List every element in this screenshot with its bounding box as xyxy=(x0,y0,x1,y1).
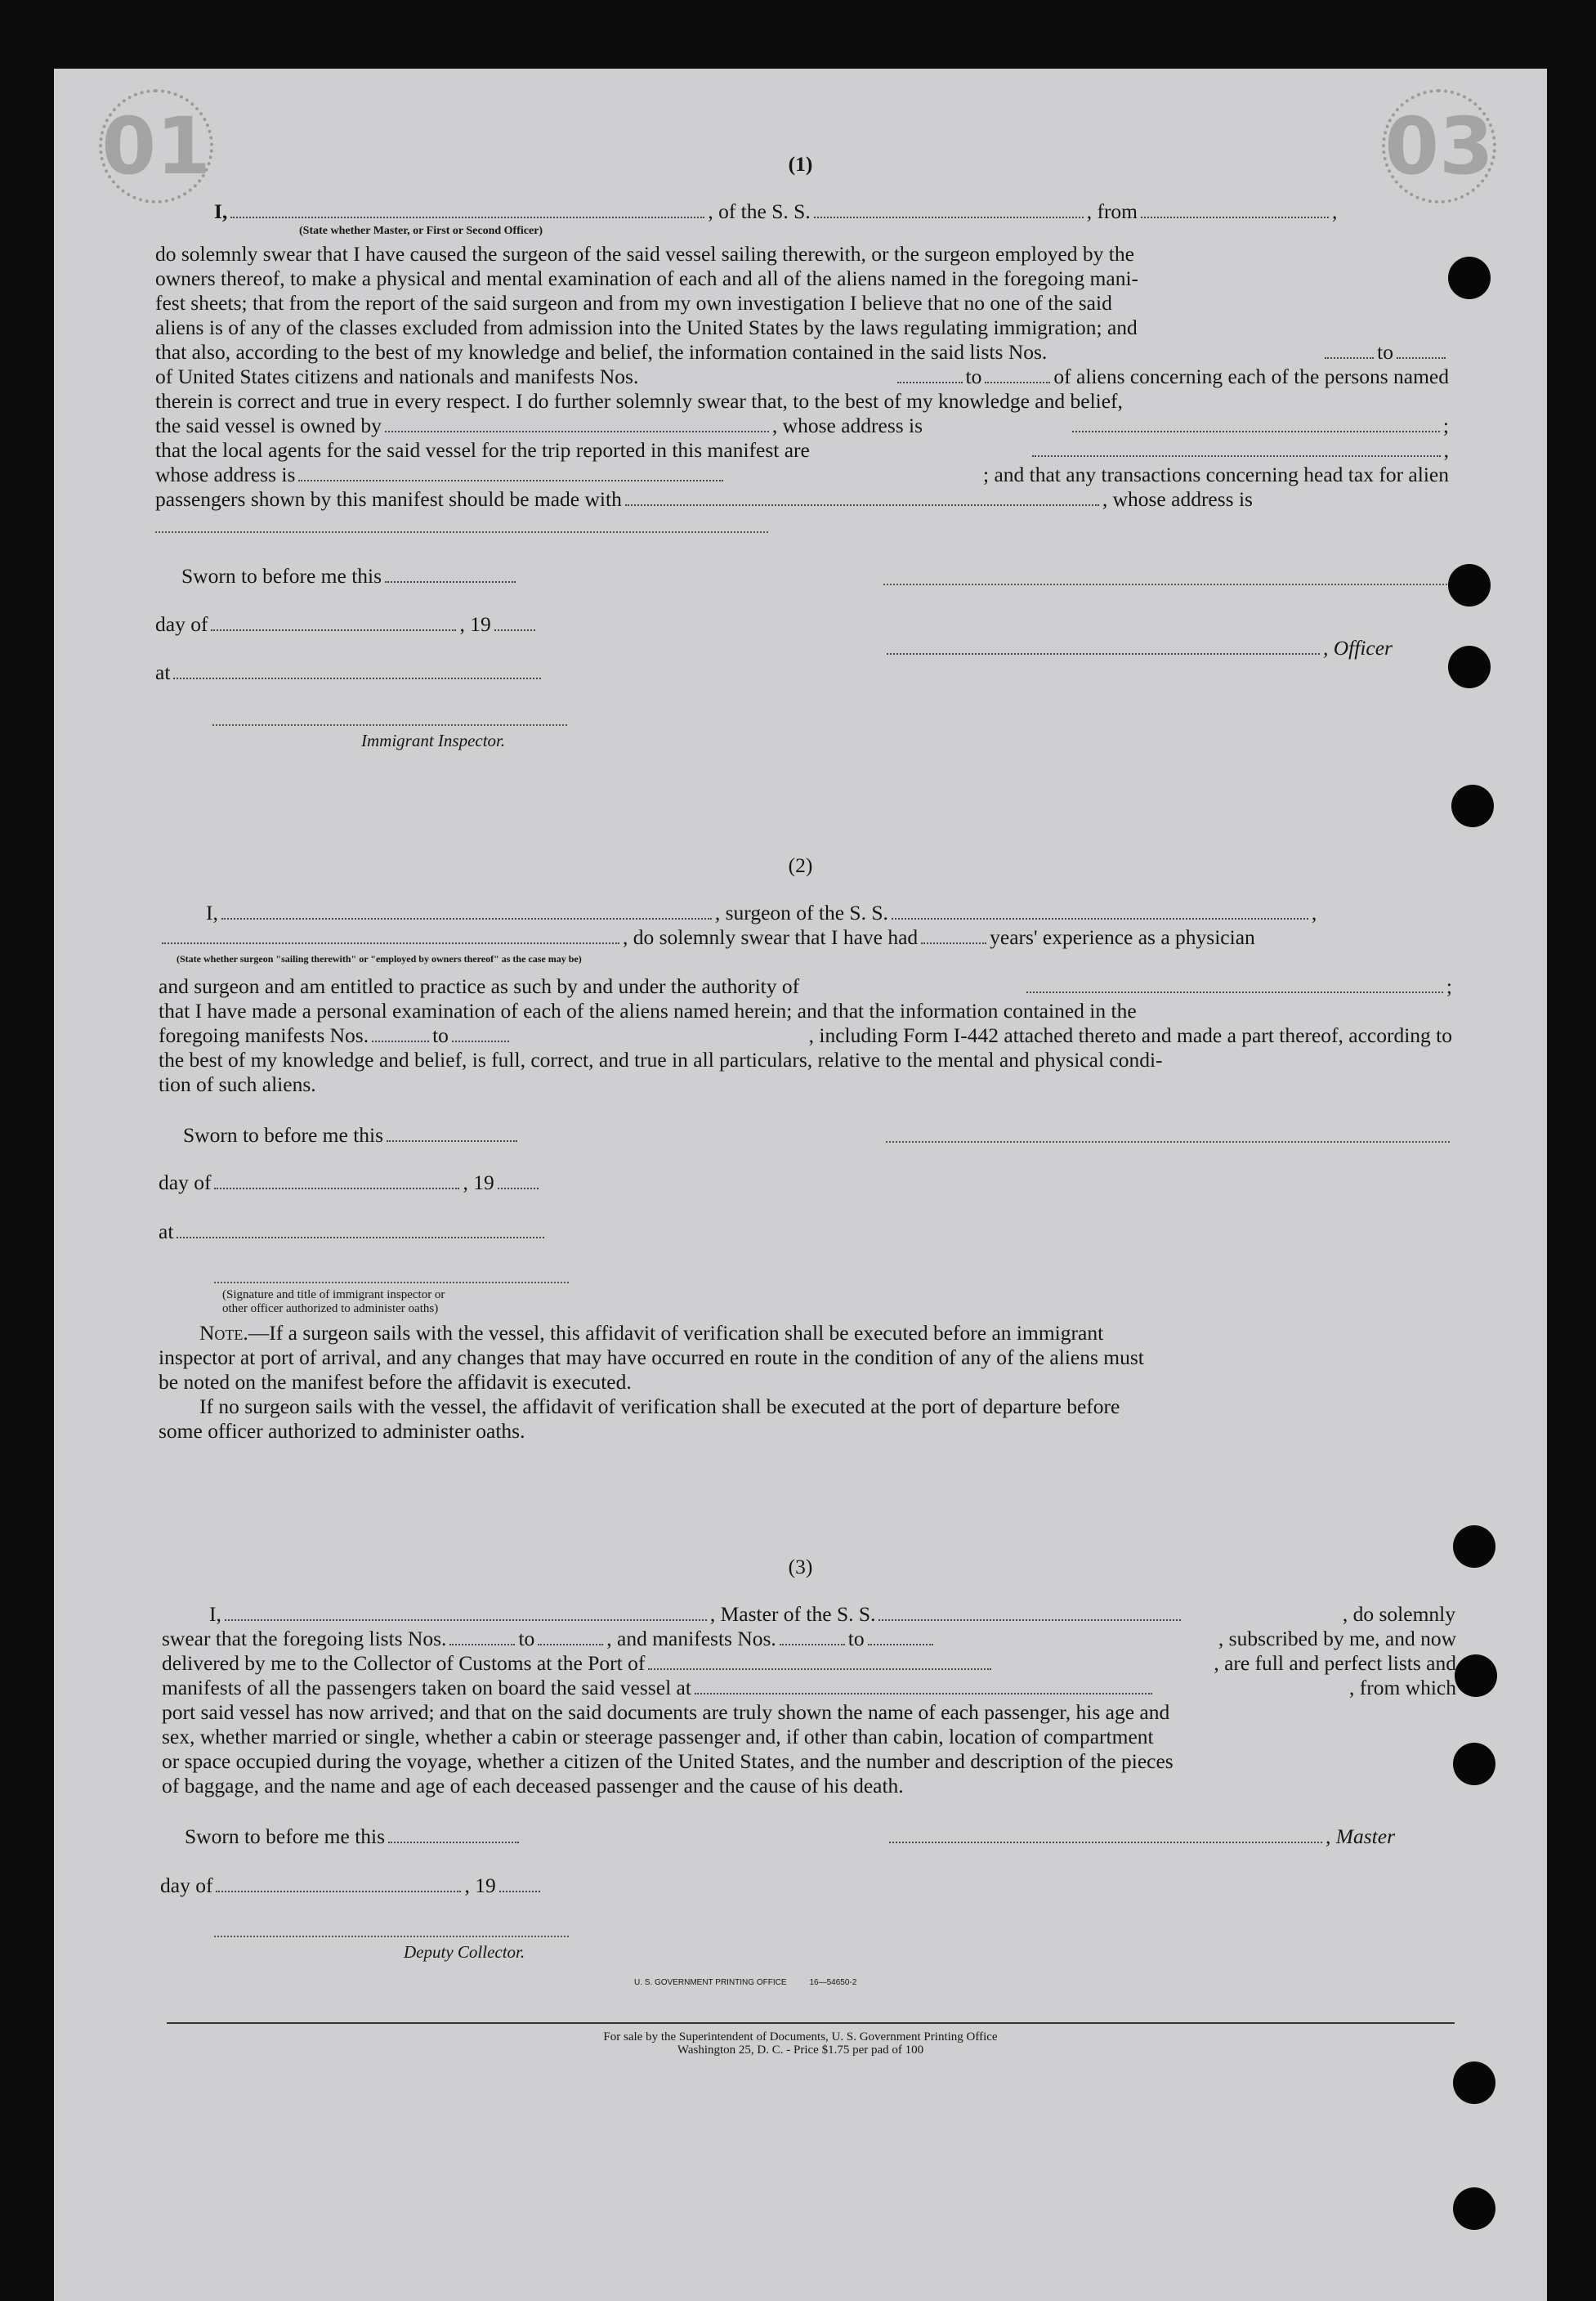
text-line: day of xyxy=(159,1171,212,1194)
section2-body xyxy=(159,974,1452,1097)
section1-l1-c: , from xyxy=(1086,199,1138,223)
text-line: fest sheets; that from the report of the said surgeon and from my own investigation I believe that no one of the said xyxy=(155,291,1112,315)
punch-hole xyxy=(1455,1654,1497,1697)
section1-l1-d: , xyxy=(1332,199,1338,223)
section1-l1-b: , of the S. S. xyxy=(708,199,811,223)
section2-p3 xyxy=(159,1023,1452,1048)
s2-inspector-signature-line[interactable] xyxy=(214,1282,569,1283)
section1-line1 xyxy=(214,199,1444,224)
section2-number: (2) xyxy=(788,853,813,877)
section3-p1 xyxy=(162,1627,1456,1651)
text-line: , 19 xyxy=(463,1171,494,1194)
manifests-to-field[interactable] xyxy=(985,381,1050,383)
section2-p2 xyxy=(159,999,1452,1023)
s2-sworn-day-field[interactable] xyxy=(387,1139,517,1142)
s2-year-field[interactable] xyxy=(498,1187,539,1189)
section1-sworn xyxy=(181,564,519,589)
note-line3 xyxy=(159,1370,1453,1394)
text-line: port said vessel has now arrived; and that on the said documents are truly shown the name of each passenger, his age and xyxy=(162,1700,1170,1724)
section2-at xyxy=(159,1220,548,1244)
officer-signature-line[interactable] xyxy=(883,584,1447,585)
text-line: , are full and perfect lists and xyxy=(1214,1651,1456,1675)
officer-name-field[interactable] xyxy=(230,216,704,218)
section3-collector: Deputy Collector. xyxy=(404,1942,525,1962)
footer-sale1: For sale by the Superintendent of Documents, U. S. Government Printing Office xyxy=(603,2030,998,2044)
text-line: , subscribed by me, and now xyxy=(1218,1627,1456,1650)
text-line: years' experience as a physician xyxy=(990,925,1255,949)
section2-line2 xyxy=(159,925,1447,950)
punch-hole xyxy=(1448,257,1491,299)
text-line: swear that the foregoing lists Nos. xyxy=(162,1627,447,1650)
section1-p4 xyxy=(155,316,1449,340)
note-line5 xyxy=(159,1419,1453,1444)
text-line: , including Form I-442 attached thereto and made a part thereof, according to xyxy=(808,1023,1452,1047)
text-line: at xyxy=(159,1220,174,1243)
text-line: sex, whether married or single, whether a cabin or steerage passenger and, if other than cabin, location of compartment xyxy=(162,1725,1154,1748)
section1-p3 xyxy=(155,291,1449,316)
officer-title-field[interactable] xyxy=(887,652,1320,655)
section1-officer-row xyxy=(883,636,1393,660)
headtax-field[interactable] xyxy=(625,504,1099,506)
section3-body xyxy=(162,1627,1456,1798)
headtax-address-line[interactable] xyxy=(155,531,768,533)
surgeon-status-field[interactable] xyxy=(162,942,619,944)
text-line: —If a surgeon sails with the vessel, this affidavit of verification shall be executed before an immigrant xyxy=(248,1321,1104,1345)
section1-at xyxy=(155,660,544,685)
s3-manifests-from-field[interactable] xyxy=(780,1643,845,1645)
surgeon-name-field[interactable] xyxy=(221,917,712,920)
text-line: day of xyxy=(155,612,208,636)
gpo-text: U. S. GOVERNMENT PRINTING OFFICE xyxy=(634,1978,787,1987)
punch-hole xyxy=(1448,646,1491,688)
boarding-port-field[interactable] xyxy=(695,1692,1152,1694)
section2-p5 xyxy=(159,1072,1452,1097)
text-line: of aliens concerning each of the persons named xyxy=(1053,365,1449,388)
section1-p10 xyxy=(155,463,1449,487)
text-line: aliens is of any of the classes excluded from admission into the United States by the laws regulating immigration; and xyxy=(155,316,1138,339)
text-line: ; and that any transactions concerning head tax for alien xyxy=(983,463,1449,486)
text-line: , from which xyxy=(1348,1676,1456,1699)
day-of-field[interactable] xyxy=(211,629,456,631)
s2-day-of-field[interactable] xyxy=(214,1187,459,1189)
text-line: of United States citizens and nationals and manifests Nos. xyxy=(155,365,639,388)
section3-p7 xyxy=(162,1774,1456,1798)
master-name-field[interactable] xyxy=(225,1618,707,1621)
section3-p2 xyxy=(162,1651,1456,1676)
text-line: ; xyxy=(1446,974,1452,998)
s3-sworn-day-field[interactable] xyxy=(388,1841,519,1843)
section2-line1 xyxy=(206,901,1444,925)
text-line: If no surgeon sails with the vessel, the affidavit of verification shall be executed at the port of departure before xyxy=(199,1394,1120,1418)
text-line: , whose address is xyxy=(1102,487,1253,511)
text-line: the best of my knowledge and belief, is full, correct, and true in all particulars, relative to the mental and physical condi- xyxy=(159,1048,1163,1072)
s2-at-place-field[interactable] xyxy=(177,1236,544,1238)
section1-p9 xyxy=(155,438,1449,463)
year-field[interactable] xyxy=(494,629,535,631)
s3-year-field[interactable] xyxy=(499,1890,540,1892)
s3-day-of-field[interactable] xyxy=(216,1890,461,1892)
text-line: , whose address is xyxy=(771,414,923,437)
text-line: Sworn to before me this xyxy=(185,1824,386,1848)
section2-sig1: (Signature and title of immigrant inspector or xyxy=(222,1288,445,1301)
collector-signature-line[interactable] xyxy=(214,1936,569,1937)
text-line: to xyxy=(1377,340,1393,364)
text-line: , xyxy=(1311,901,1317,924)
lists-from-field[interactable] xyxy=(1325,356,1374,359)
section3-p6 xyxy=(162,1749,1456,1774)
section1-l1-a: I, xyxy=(214,199,228,223)
at-place-field[interactable] xyxy=(173,677,541,679)
text-line: whose address is xyxy=(155,463,296,486)
text-line: , 19 xyxy=(459,612,491,636)
text-line: of baggage, and the name and age of each deceased passenger and the cause of his death. xyxy=(162,1774,904,1797)
inspector-signature-line[interactable] xyxy=(212,724,567,726)
section3-p5 xyxy=(162,1725,1456,1749)
customs-port-field[interactable] xyxy=(648,1668,991,1670)
stamp-left xyxy=(99,89,213,204)
note-line1 xyxy=(159,1321,1453,1345)
text-line: to xyxy=(965,365,982,388)
form-page xyxy=(54,69,1547,2301)
text-line: I, xyxy=(209,1602,221,1626)
note-line4 xyxy=(159,1394,1453,1419)
text-line: , Officer xyxy=(1323,636,1393,660)
stamp-left-text: 01 xyxy=(101,101,211,192)
lists-to-field[interactable] xyxy=(1397,356,1446,359)
text-line: , do solemnly xyxy=(1342,1602,1455,1626)
section2-sworn xyxy=(183,1123,521,1148)
note-lead: Note. xyxy=(199,1321,248,1345)
text-line: I, xyxy=(206,901,218,924)
section1-number: (1) xyxy=(788,152,813,176)
agents-address-field[interactable] xyxy=(298,479,723,481)
punch-hole xyxy=(1453,2061,1495,2104)
text-line: do solemnly swear that I have caused the surgeon of the said vessel sailing therewith, or the surgeon employed by the xyxy=(155,242,1134,266)
text-line: Sworn to before me this xyxy=(183,1123,384,1147)
stamp-right-text: 03 xyxy=(1384,101,1494,192)
punch-hole xyxy=(1453,1743,1495,1785)
vessel-name-field[interactable] xyxy=(814,216,1084,218)
text-line: that I have made a personal examination of each of the aliens named herein; and that the information contained in the xyxy=(159,999,1137,1023)
manifests-from-field[interactable] xyxy=(897,381,963,383)
section1-p11 xyxy=(155,487,1449,512)
owner-address-field[interactable] xyxy=(1072,430,1440,432)
s2-manifest-to-field[interactable] xyxy=(452,1040,509,1042)
text-line: day of xyxy=(160,1873,213,1897)
section1-p5 xyxy=(155,340,1449,365)
section3-line1 xyxy=(209,1602,1455,1627)
section1-p8 xyxy=(155,414,1449,438)
footer-rule xyxy=(167,2022,1455,2024)
section2-p1 xyxy=(159,974,1452,999)
text-line: , Master of the S. S. xyxy=(709,1602,876,1626)
text-line: foregoing manifests Nos. xyxy=(159,1023,369,1047)
text-line: that the local agents for the said vessel for the trip reported in this manifest are xyxy=(155,438,810,462)
surgeon-vessel-field[interactable] xyxy=(892,917,1308,920)
text-line: be noted on the manifest before the affidavit is executed. xyxy=(159,1370,632,1394)
text-line: , xyxy=(1443,438,1449,462)
text-line: , do solemnly swear that I have had xyxy=(623,925,919,949)
text-line: manifests of all the passengers taken on board the said vessel at xyxy=(162,1676,691,1699)
s3-lists-to-field[interactable] xyxy=(538,1643,603,1645)
surgeon-signature-line[interactable] xyxy=(886,1141,1450,1143)
text-line: delivered by me to the Collector of Customs at the Port of xyxy=(162,1651,646,1675)
section2-note xyxy=(159,1321,1453,1444)
authority-field[interactable] xyxy=(1026,991,1443,993)
punch-hole xyxy=(1448,564,1491,607)
punch-hole xyxy=(1451,785,1494,827)
from-port-field[interactable] xyxy=(1141,216,1329,218)
section1-p1 xyxy=(155,242,1449,266)
section3-p4 xyxy=(162,1700,1456,1725)
note-line2 xyxy=(159,1345,1453,1370)
section3-p3 xyxy=(162,1676,1456,1700)
section1-p2 xyxy=(155,266,1449,291)
text-line: Sworn to before me this xyxy=(181,564,382,588)
text-line: the said vessel is owned by xyxy=(155,414,382,437)
section1-body xyxy=(155,242,1449,512)
text-line: at xyxy=(155,660,171,684)
text-line: ; xyxy=(1442,414,1449,437)
section1-p6 xyxy=(155,365,1449,389)
section2-sig2: other officer authorized to administer oaths) xyxy=(222,1302,439,1315)
section2-status-note: (State whether surgeon "sailing therewith" or "employed by owners thereof" as the case may be) xyxy=(177,953,582,965)
text-line: , 19 xyxy=(464,1873,496,1897)
section2-day xyxy=(159,1171,542,1195)
text-line: or space occupied during the voyage, whether a citizen of the United States, and the number and description of the pieces xyxy=(162,1749,1174,1773)
text-line: , and manifests Nos. xyxy=(606,1627,776,1650)
text-line: some officer authorized to administer oaths. xyxy=(159,1419,525,1443)
stamp-right xyxy=(1382,89,1496,204)
s2-manifest-from-field[interactable] xyxy=(372,1040,429,1042)
section2-p4 xyxy=(159,1048,1452,1072)
owner-field[interactable] xyxy=(385,430,769,432)
master-signature-field[interactable] xyxy=(889,1841,1322,1843)
footer-sale2: Washington 25, D. C. - Price $1.75 per pad of 100 xyxy=(677,2044,924,2057)
footer-gpo xyxy=(634,1978,856,1988)
s3-manifests-to-field[interactable] xyxy=(868,1643,933,1645)
text-line: that also, according to the best of my knowledge and belief, the information contained in the said lists Nos. xyxy=(155,340,1048,364)
text-line: tion of such aliens. xyxy=(159,1072,316,1096)
text-line: , surgeon of the S. S. xyxy=(714,901,888,924)
section1-day xyxy=(155,612,539,637)
text-line: inspector at port of arrival, and any changes that may have occurred en route in the condition of any of the aliens must xyxy=(159,1345,1144,1369)
section3-sworn xyxy=(185,1824,522,1849)
text-line: , Master xyxy=(1326,1824,1395,1848)
text-line: and surgeon and am entitled to practice as such by and under the authority of xyxy=(159,974,800,998)
text-line: passengers shown by this manifest should be made with xyxy=(155,487,622,511)
text-line: owners thereof, to make a physical and mental examination of each and all of the aliens named in the foregoing mani- xyxy=(155,266,1139,290)
section3-number: (3) xyxy=(788,1555,813,1578)
text-line: therein is correct and true in every respect. I do further solemnly swear that, to the best of my knowledge and belief, xyxy=(155,389,1123,413)
sworn-day-field[interactable] xyxy=(385,580,516,583)
agents-field[interactable] xyxy=(1032,454,1441,457)
section1-officer-note: (State whether Master, or First or Second Officer) xyxy=(299,225,543,237)
section1-p7 xyxy=(155,389,1449,414)
s3-lists-from-field[interactable] xyxy=(449,1643,515,1645)
text-line: to xyxy=(518,1627,535,1650)
master-vessel-field[interactable] xyxy=(878,1618,1181,1621)
section3-master-row xyxy=(886,1824,1395,1849)
section3-day xyxy=(160,1873,543,1898)
section1-inspector: Immigrant Inspector. xyxy=(361,731,506,750)
text-line: to xyxy=(432,1023,449,1047)
form-code: 16—54650-2 xyxy=(809,1978,857,1987)
text-line: to xyxy=(847,1627,865,1650)
punch-hole xyxy=(1453,2187,1495,2230)
years-field[interactable] xyxy=(921,942,986,944)
